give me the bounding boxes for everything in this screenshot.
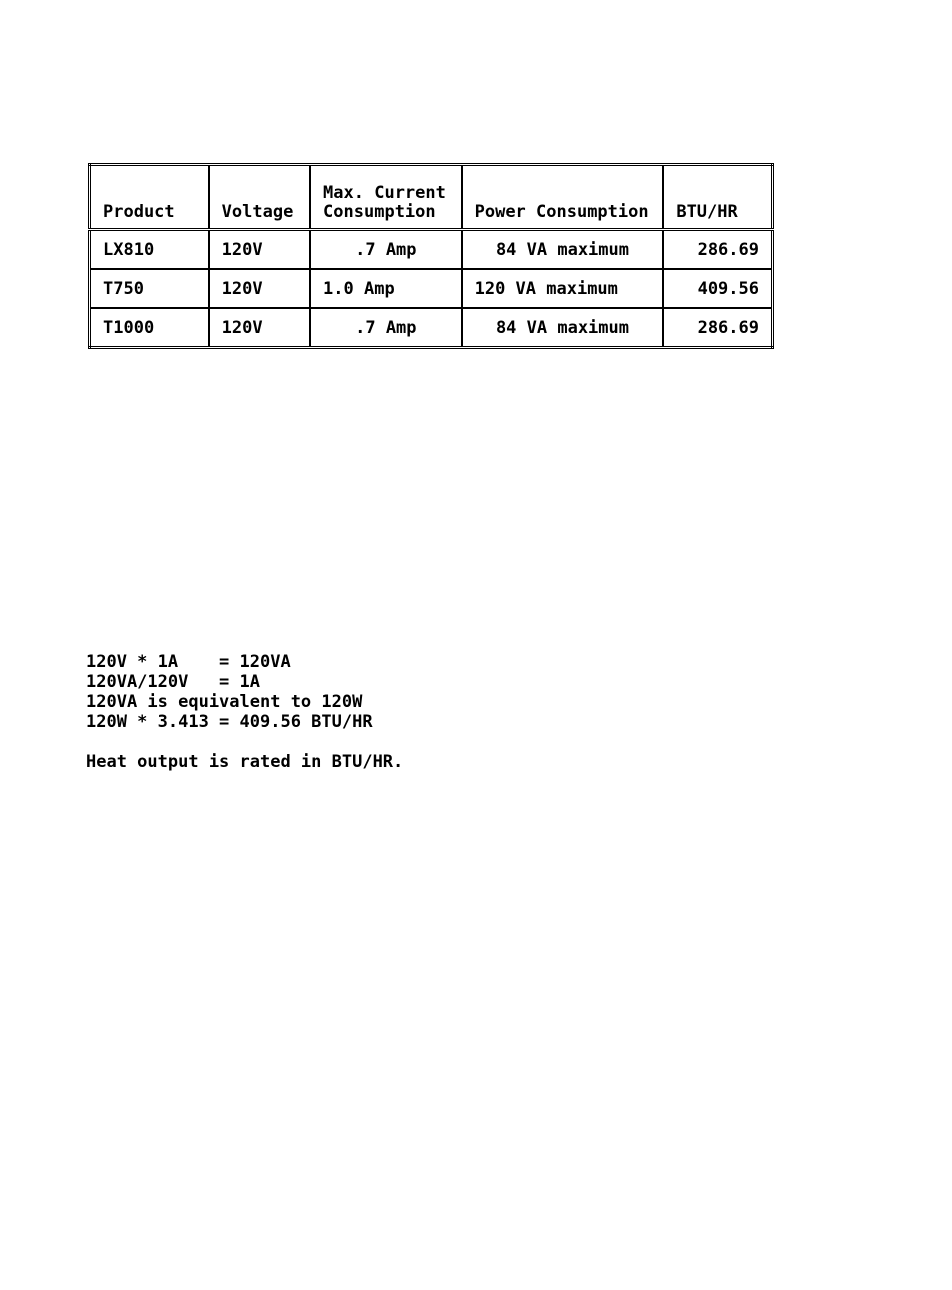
calculation-notes xyxy=(86,652,403,772)
cell-power: 120 VA maximum xyxy=(462,269,664,308)
header-voltage: Voltage xyxy=(209,165,310,230)
notes-spacer xyxy=(86,732,403,752)
cell-voltage: 120V xyxy=(209,308,310,348)
calc-line-3: 120VA is equivalent to 120W xyxy=(86,692,363,712)
calc-line-1: 120V * 1A = 120VA xyxy=(86,652,291,672)
cell-product: T750 xyxy=(90,269,209,308)
table-row xyxy=(90,269,773,308)
cell-current: .7 Amp xyxy=(310,230,462,270)
cell-voltage: 120V xyxy=(209,230,310,270)
header-btu-hr: BTU/HR xyxy=(663,165,772,230)
header-max-current xyxy=(310,165,462,230)
table-header-row xyxy=(90,165,773,230)
cell-btu: 409.56 xyxy=(663,269,772,308)
cell-power: 84 VA maximum xyxy=(462,308,664,348)
table-row xyxy=(90,230,773,270)
cell-voltage: 120V xyxy=(209,269,310,308)
cell-power: 84 VA maximum xyxy=(462,230,664,270)
cell-current: .7 Amp xyxy=(310,308,462,348)
heat-output-summary: Heat output is rated in BTU/HR. xyxy=(86,752,404,772)
cell-product: LX810 xyxy=(90,230,209,270)
calc-line-2: 120VA/120V = 1A xyxy=(86,672,260,692)
header-max-current-line2: Consumption xyxy=(323,202,436,222)
header-max-current-line1: Max. Current xyxy=(323,183,446,203)
header-power-consumption: Power Consumption xyxy=(462,165,664,230)
header-product: Product xyxy=(90,165,209,230)
calc-line-4: 120W * 3.413 = 409.56 BTU/HR xyxy=(86,712,373,732)
cell-current: 1.0 Amp xyxy=(310,269,462,308)
cell-btu: 286.69 xyxy=(663,230,772,270)
cell-btu: 286.69 xyxy=(663,308,772,348)
power-specs-table xyxy=(88,163,774,349)
table-row xyxy=(90,308,773,348)
cell-product: T1000 xyxy=(90,308,209,348)
